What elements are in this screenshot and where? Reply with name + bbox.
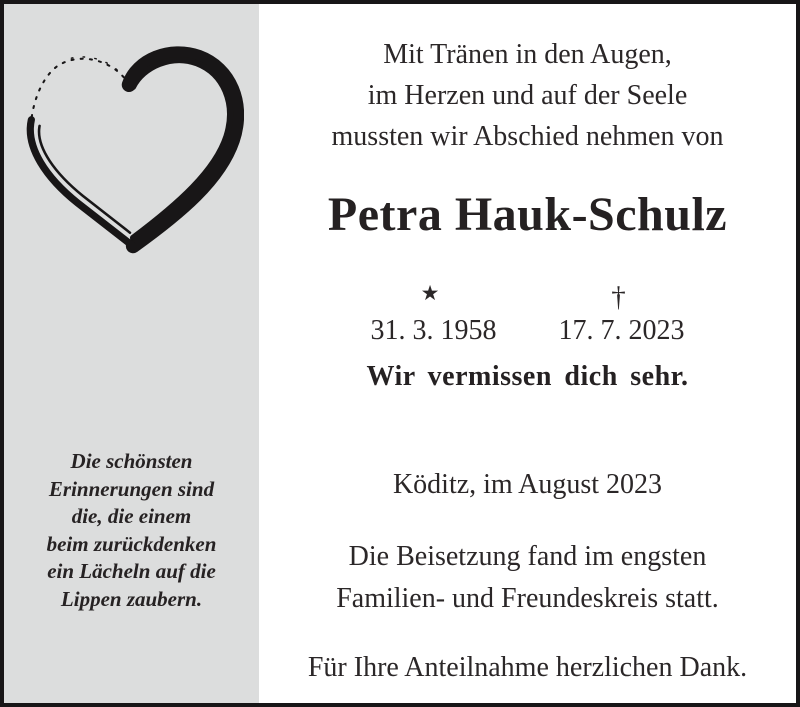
quote-line: Die schönsten [70, 449, 193, 473]
life-dates [259, 280, 796, 348]
burial-line: Familien- und Freundeskreis statt. [336, 583, 719, 614]
death-date [559, 280, 685, 348]
intro-line: im Herzen und auf der Seele [367, 80, 688, 111]
birth-date-value: 31. 3. 1958 [370, 315, 497, 346]
quote-line: Lippen zaubern. [60, 586, 203, 611]
thanks-line: Für Ihre Anteilnahme herzlichen Dank. [307, 652, 748, 683]
intro-line: mussten wir Abschied nehmen von [331, 121, 724, 152]
left-panel [4, 4, 259, 703]
birth-star-icon: ★ [420, 281, 440, 305]
intro-line: Mit Tränen in den Augen, [383, 39, 672, 70]
burial-line: Die Beisetzung fand im engsten [348, 541, 707, 572]
memorial-quote [4, 448, 259, 613]
birth-date [371, 280, 497, 348]
place-and-date: Köditz, im August 2023 [392, 469, 663, 500]
deceased-name: Petra Hauk-Schulz [327, 188, 728, 241]
quote-line: ein Lächeln auf die [47, 559, 216, 583]
burial-text [259, 536, 796, 620]
quote-line: beim zurückdenken [46, 531, 217, 556]
quote-line: die, die einem [71, 504, 192, 528]
heart-icon [18, 42, 244, 256]
missing-line: Wir vermissen dich sehr. [366, 361, 689, 392]
death-cross-icon: † [611, 281, 626, 313]
announcement-panel [259, 4, 796, 703]
quote-line: Erinnerungen sind [48, 476, 215, 501]
death-date-value: 17. 7. 2023 [558, 315, 685, 346]
intro-text [259, 34, 796, 157]
